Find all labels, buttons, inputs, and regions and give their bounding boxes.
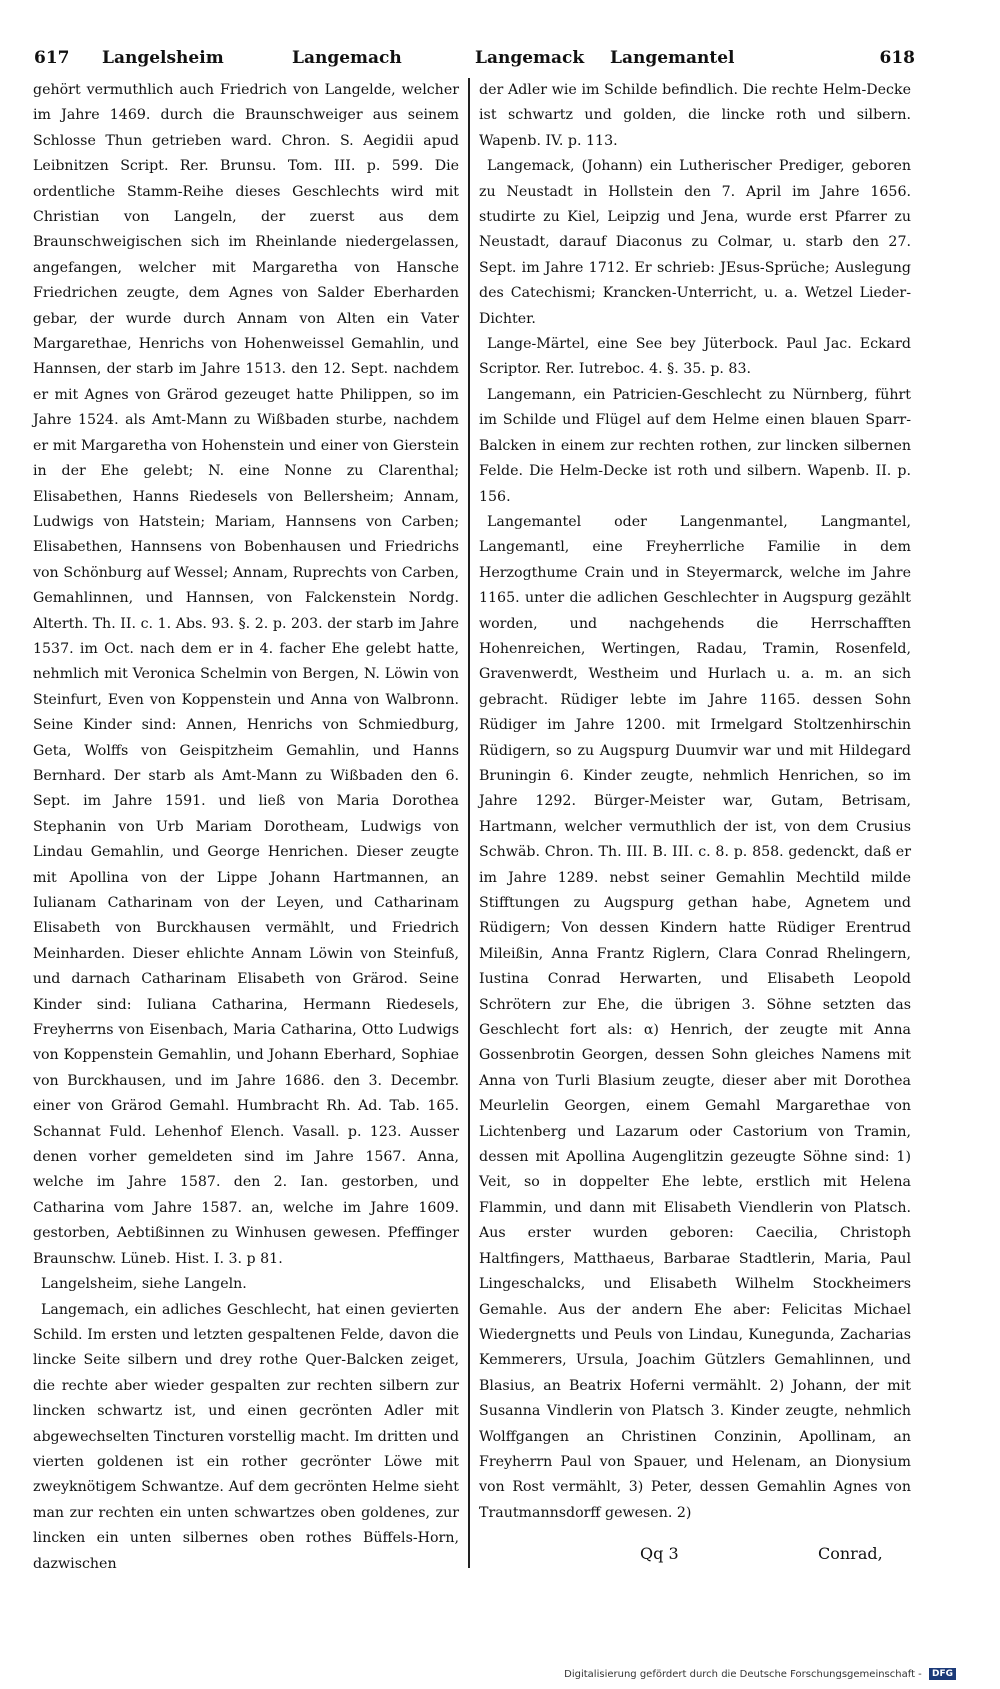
signature-mark: Qq 3: [640, 1544, 679, 1563]
entry-langeln-continued: gehört vermuthlich auch Friedrich von Langelde, welcher im Jahre 1469. durch die Braunschweiger aus seinem Schlosse Thun getrieben ward. Chron. S. Aegidii apud Leibnitzen Script. Rer. Brunsu. Tom. III. p. 599. Die ordentliche Stamm-Reihe dieses Geschlechts wird mit Christian von Langeln, der zuerst aus dem Braunschweigischen sich im Rheinlande niedergelassen, angefangen, welcher mit Margaretha von Hansche Friedrichen zeugte, dem Agnes von Salder Eberharden gebar, der wurde durch Annam von Alten ein Vater Margarethae, Henrichs von Hohenweissel Gemahlin, und Hannsen, der starb im Jahre 1513. den 12. Sept. nachdem er mit Agnes von Grärod gezeuget hatte Philippen, so im Jahre 1524. als Amt-Mann zu Wißbaden sturbe, nachdem er mit Margaretha von Hohenstein und einer von Gierstein in der Ehe gelebt; N. eine Nonne zu Clarenthal; Elisabethen, Hanns Riedesels von Bellersheim; Annam, Ludwigs von Hatstein; Mariam, Hannsens von Carben; Elisabethen, Hannsens von Bobenhausen und Friedrichs von Schönburg auf Wessel; Annam, Ruprechts von Carben, Gemahlinnen, und Hannsen, von Falckenstein Nordg. Alterth. Th. II. c. 1. Abs. 93. §. 2. p. 203. der starb im Jahre 1537. im Oct. nach dem er in 4. facher Ehe gelebt hatte, nehmlich mit Veronica Schelmin von Bergen, N. Löwin von Steinfurt, Even von Koppenstein und Anna von Walbronn. Seine Kinder sind: Annen, Henrichs von Schmiedburg, Geta, Wolffs von Geispitzheim Gemahlin, und Hanns Bernhard. Der starb als Amt-Mann zu Wißbaden den 6. Sept. im Jahre 1591. und ließ von Maria Dorothea Stephanin von Urb Mariam Dorotheam, Ludwigs von Lindau Gemahlin, und George Henrichen. Dieser zeugte mit Apollina von der Lippe Johann Hartmannen, an Iulianam Catharinam von der Leyen, und Catharinam Elisabeth von Burckhausen vermählt, und Friedrich Meinharden. Dieser ehlichte Annam Löwin von Steinfuß, und darnach Catharinam Elisabeth von Grärod. Seine Kinder sind: Iuliana Catharina, Hermann Riedesels, Freyherrns von Eisenbach, Maria Catharina, Otto Ludwigs von Koppenstein Gemahlin, und Johann Eberhard, Sophiae von Burckhausen, und im Jahre 1686. den 3. Decembr. einer von Grärod Gemahl. Humbracht Rh. Ad. Tab. 165. Schannat Fuld. Lehenhof Elench. Vasall. p. 123. Ausser denen vorher gemeldeten sind im Jahre 1567. Anna, welche im Jahre 1587. den 2. Ian. gestorben, und Catharina vom Jahre 1587. an, welche im Jahre 1609. gestorben, Aebtißinnen zu Winhusen gewesen. Pfeffinger Braunschw. Lüneb. Hist. I. 3. p 81.: [33, 82, 459, 1267]
left-page-number: 617: [34, 48, 70, 68]
entry-langemann: Langemann, ein Patricien-Geschlecht zu Nürnberg, führt im Schilde und Flügel auf dem Helme einen blauen Sparr-Balcken in einem zur rechten rothen, zur lincken silbernen Felde. Die Helm-Decke ist roth und silbern. Wapenb. II. p. 156.: [479, 386, 911, 505]
entry-langemack: Langemack, (Johann) ein Lutherischer Prediger, geboren zu Neustadt in Hollstein den 7. April im Jahre 1656. studirte zu Kiel, Leipzig und Jena, wurde erst Pfarrer zu Neustadt, darauf Diaconus zu Colmar, u. starb den 27. Sept. im Jahre 1712. Er schrieb: JEsus-Sprüche; Auslegung des Catechismi; Krancken-Unterricht, u. a. Wetzel Lieder-Dichter.: [479, 158, 911, 327]
right-catch-keyword-1: Langemack: [475, 48, 585, 68]
left-catch-keyword-2: Langemach: [292, 48, 402, 68]
entry-langemach: Langemach, ein adliches Geschlecht, hat einen gevierten Schild. Im ersten und letzten gespaltenen Felde, davon die lincke Seite silbern und drey rothe Quer-Balcken zeiget, die rechte aber wieder gespalten zur rechten silbern zur lincken schwartz ist, und einen gecrönten Adler mit abgewechselten Tincturen vorstellig macht. Im dritten und vierten goldenen ist ein rother gecrönter Löwe mit zweyknötigem Schwantze. Auf dem gecrönten Helme sieht man zur rechten ein unten schwartzes oben goldenes, zur lincken ein unten silbernes oben rothes Büffels-Horn, dazwischen: [33, 1301, 459, 1572]
right-column: [479, 78, 911, 1521]
digitization-footer: [564, 1668, 956, 1680]
column-divider: [468, 78, 470, 1568]
right-catch-keyword-2: Langemantel: [610, 48, 735, 68]
right-page-number: 618: [879, 48, 915, 68]
left-catch-keyword-1: Langelsheim: [102, 48, 224, 68]
entry-lange-maertel: Lange-Märtel, eine See bey Jüterbock. Paul Jac. Eckard Scriptor. Rer. Iutreboc. 4. §. 35. p. 83.: [479, 336, 911, 378]
footer-text: Digitalisierung gefördert durch die Deutsche Forschungsgemeinschaft -: [564, 1669, 922, 1680]
left-column: [33, 78, 459, 1572]
entry-langemach-continued: der Adler wie im Schilde befindlich. Die rechte Helm-Decke ist schwartz und golden, die lincke roth und silbern. Wapenb. IV. p. 113.: [479, 82, 911, 149]
catchword: Conrad,: [818, 1544, 883, 1563]
entry-langemantel: Langemantel oder Langenmantel, Langmantel, Langemantl, eine Freyherrliche Familie in dem Herzogthume Crain und in Steyermarck, welche im Jahre 1165. unter die adlichen Geschlechter in Augspurg gezählt worden, und nachgehends die Herrschafften Hohenreichen, Wertingen, Radau, Tramin, Rosenfeld, Gravenwerdt, Westheim und Hurlach u. a. m. an sich gebracht. Rüdiger lebte im Jahre 1165. dessen Sohn Rüdiger im Jahre 1200. mit Irmelgard Stoltzenhirschin Rüdigern, so zu Augspurg Duumvir war und mit Hildegard Bruningin 6. Kinder zeugte, nehmlich Henrichen, so im Jahre 1292. Bürger-Meister war, Gutam, Betrisam, Hartmann, welcher vermuthlich der ist, von dem Crusius Schwäb. Chron. Th. III. B. III. c. 8. p. 858. gedenckt, daß er im Jahre 1289. nebst seiner Gemahlin Mechtild milde Stifftungen zu Augspurg gethan habe, Agnetem und Rüdigern; Von dessen Kindern hatte Rüdiger Erentrud Mileißin, Anna Frantz Riglern, Clara Conrad Rhelingern, Iustina Conrad Herwarten, und Elisabeth Leopold Schrötern zur Ehe, die übrigen 3. Söhne setzten das Geschlecht fort als: α) Henrich, der zeugte mit Anna Gossenbrotin Georgen, dessen Sohn gleiches Namens mit Anna von Turli Blasium zeugte, dieser aber mit Dorothea Meurlelin Georgen, einem Gemahl Margarethae von Lichtenberg und Lazarum oder Castorium von Tramin, dessen mit Apollina Augenglitzin gezeugte Söhne sind: 1) Veit, so in doppelter Ehe lebte, erstlich mit Helena Flammin, und dann mit Elisabeth Viendlerin von Platsch. Aus erster wurden geboren: Caecilia, Christoph Haltfingers, Matthaeus, Barbarae Stadtlerin, Maria, Paul Lingeschalcks, und Elisabeth Wilhelm Stockheimers Gemahle. Aus der andern Ehe aber: Felicitas Michael Wiedergnetts und Peuls von Lindau, Kunegunda, Zacharias Kemmerers, Ursula, Joachim Gützlers Gemahlinnen, und Blasius, an Beatrix Hoferni vermählt. 2) Johann, der mit Susanna Vindlerin von Platsch 3. Kinder zeugte, nehmlich Wolffgangen an Christinen Conzinin, Apollinam, an Freyherrn Paul von Spauer, und Helenam, an Dionysium von Rost vermählt, 3) Peter, dessen Gemahlin Agnes von Trautmannsdorff gewesen. 2): [479, 513, 911, 1521]
dfg-logo: DFG: [929, 1668, 956, 1680]
entry-langelsheim: Langelsheim, siehe Langeln.: [41, 1276, 247, 1293]
